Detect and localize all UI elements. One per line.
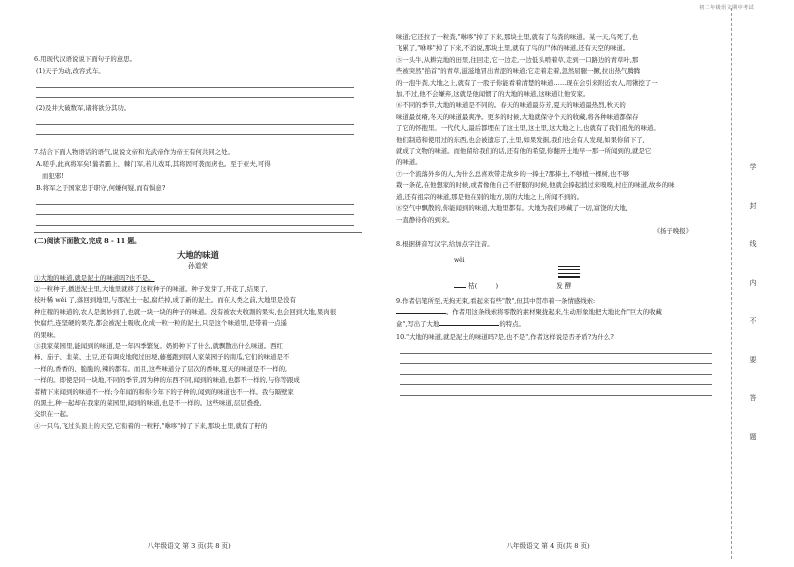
answer-blank[interactable] <box>439 325 499 326</box>
word-2-label: 发 酵 <box>556 282 572 291</box>
word-blank-box[interactable] <box>454 279 466 288</box>
paragraph-6-line: 他们制造和使用过的东西,也会被遗忘了,土里,如果发掘,我们也会有人发现,如果你留下了, <box>396 135 645 144</box>
question-9-cont: 。作者用这条线索将零散的素材聚拢起来,生动形象地把大地比作"巨大的收藏 <box>446 308 662 317</box>
word-1-close: ) <box>495 282 499 291</box>
question-6-1: (1)天子为动,改容式车。 <box>36 67 105 76</box>
seal-line <box>731 8 732 559</box>
paragraph-7-line: ⑦一个流落外乡的人,为什么总喜欢带走故乡的一捧土?那捧土,不够植一棵树,也不够 <box>396 169 630 178</box>
answer-line[interactable] <box>400 364 712 374</box>
paragraph-6-line: 味道最贫瘠,冬天的味道最爽净。更多的时候,大地就保守个天的收藏,将各种味道都保存 <box>396 112 639 121</box>
question-9: 9.作者信笔所至,无拘无束,看起来有些"散",但其中贯串着一条情感线索: <box>396 297 596 306</box>
answer-line[interactable] <box>36 88 354 98</box>
paragraph-3-line: 柿、茄子、韭菜、土豆,还有调皮地爬过田埂,藤蔓跑到别人家菜园子的南瓜,它们的味道是不 <box>34 353 290 362</box>
paragraph-1: ①大地的味道,就是泥土的味道吗?也不是。 <box>34 273 155 282</box>
question-9-end: 的特点。 <box>499 319 525 328</box>
paragraph-7-line: 道,还有祖宗的味道,那是他在别的地方,别的大地之上,所闻不到的。 <box>396 192 584 201</box>
paragraph-4-cont: 味道;它还拉了一粒粪,"咻哆"掉了下来,那块土里,就有了鸟粪的味道。某一天,鸟死了,也 <box>396 33 638 41</box>
paragraph-4-line: ④一只鸟,飞过头顶上的天空,它衔着的一粒籽,"咻哆"掉了下来,那块土里,就有了籽的 <box>34 421 268 430</box>
question-6-2: (2)及井大破数军,诸将欲分其功。 <box>36 104 131 113</box>
seal-char: 线 <box>749 240 757 248</box>
paragraph-5-line: 加,不过,他不会嫌弃,这就是他闻惯了的大地的味道,这味道让他安家。 <box>396 90 590 99</box>
paragraph-2-line: 快腐烂,连坚硬的果壳,都会被泥土吸收,化成一粒一粒的泥土,只是这个味道里,是带着一点遥 <box>34 319 287 328</box>
seal-char: 答 <box>749 394 757 402</box>
paragraph-8-line: 一直静待你的到来。 <box>396 215 454 224</box>
answer-line[interactable] <box>400 385 712 395</box>
question-7-b: B.将军之于国家忠于职守,何嫌何疑,而有惧意? <box>36 184 166 193</box>
answer-line[interactable] <box>36 77 354 87</box>
question-6: 6.用现代汉语说说下面句子的意思。 <box>34 55 136 63</box>
answer-line[interactable] <box>400 354 712 364</box>
paragraph-3-line: 者精下来闻到的味道不一样;今年闻的和你今年下的子种的,闻到的味道也不一样。我与隔壁家 <box>34 387 294 396</box>
answer-blank[interactable] <box>396 313 446 314</box>
paragraph-6-line: 了它的怀抱里。一代代人,最后都埋在了这土里,这土里,这大地之上,也就有了我们祖先的味道。 <box>396 124 660 133</box>
seal-char: 学 <box>749 163 757 171</box>
question-7-a: A.嗟乎,此真将军矣!曩者霸上、棘门军,若儿戏耳,其将固可袭而虏也。至于亚夫,可得 <box>36 160 271 169</box>
paragraph-2-line: 种庄稼的味道的,农人是奥妙到了,也就一块一块的种子的味道。没有被农夫收割的果实,也会回到大地,果肉很 <box>34 307 337 316</box>
answer-line[interactable] <box>36 194 354 204</box>
paragraph-6-line: ⑥不同的季节,大地的味道是不同的。春天的味道最芬芳,夏天的味道最热烈,秋天的 <box>396 101 626 110</box>
left-page <box>0 0 378 567</box>
page-footer: 八年级语文 第 4 页(共 8 页) <box>506 542 590 550</box>
binding-margin <box>718 0 794 567</box>
word-1-label: 枯( <box>468 282 478 291</box>
question-10: 10."大地的味道,就是泥土的味道吗?是,也不是",作者这样说是否矛盾?为什么? <box>396 333 614 342</box>
answer-line[interactable] <box>36 114 354 124</box>
pinyin-answer-lines[interactable] <box>558 266 580 280</box>
section-heading: (二)阅读下面散文,完成 8 - 11 题。 <box>34 232 362 247</box>
paragraph-5-line: 的一泡牛粪,大地之上,就有了一股子你能看着清楚的味道……现在会引来附近农人,用锹挖了一 <box>396 78 658 87</box>
question-9-cont: 盒",写出了大地 <box>396 319 440 328</box>
paragraph-3-line: 交织在一起。 <box>34 410 73 419</box>
answer-line[interactable] <box>36 205 354 215</box>
pinyin-label: wěi <box>454 256 465 264</box>
paragraph-8-line: ⑧空气中飘散的,你能闻到的味道,大地里都有。大地为我们珍藏了一切,富饶的大地, <box>396 204 628 213</box>
paragraph-2-line: ②一粒种子,播进泥土里,大地里就移了这粒种子的味道。种子发芽了,开花了,结果了, <box>34 284 268 293</box>
page-footer: 八年级语文 第 3 页(共 8 页) <box>147 542 231 550</box>
paragraph-2-line: 枝叶稀 wěi 了,落回到地里,与那泥土一起,腐烂掉,成了新的泥土。而在人类之前,大地里是没有 <box>34 296 296 305</box>
right-page <box>378 0 718 567</box>
paragraph-3-line: ③我家菜园里,能闻到的味道,是一年四季繁复。奶奶种下了什么,就飘散出什么味道。西红 <box>34 341 283 350</box>
paragraph-6-line: 就成了文物的味道。而他留给我们的话,还有他的希望,你翻开土地早一那一所闻到的,就是它 <box>396 147 652 156</box>
seal-char: 内 <box>749 278 757 287</box>
seal-char: 要 <box>749 355 757 364</box>
paragraph-2-line: 的果味。 <box>34 330 60 339</box>
seal-char: 不 <box>749 317 757 325</box>
paragraph-6-line: 的味道。 <box>396 158 422 167</box>
article-source: 《扬子晚报》 <box>653 226 692 235</box>
article-author: 孙道荣 <box>188 261 208 270</box>
paragraph-3-line: 一样的,香香的、脆脆的,辣的都有。而且,这些味道分了层次的香味,夏天的味道是不一样的, <box>34 364 287 373</box>
answer-line[interactable] <box>400 344 712 354</box>
article-title: 大地的味道 <box>177 249 219 260</box>
answer-line[interactable] <box>36 125 354 135</box>
question-7: 7.结合下面人物语话的语气,说说文帝和光武帝作为帝王有何共同之处。 <box>34 147 234 156</box>
answer-line[interactable] <box>400 375 712 385</box>
seal-char: 封 <box>749 201 757 210</box>
paragraph-3-line: 的黑土,种一起却在我家的菜园里,闻到的味道,也是不一样的。这些味道,层层叠叠, <box>34 399 262 408</box>
seal-char: 题 <box>749 432 757 441</box>
question-7-a-cont: 而犯邪! <box>42 172 64 181</box>
paragraph-4-cont: 飞累了,"咻哆"掉了下来,不消说,那块土里,就有了鸟的尸体的味道,还有天空的味道。 <box>396 44 630 53</box>
paragraph-3-line: 一样的。即使是同一块地,不同的季节,因为种的东西不同,闻到的味道,也都不一样的,与你等跟成 <box>34 376 300 385</box>
header-mark: 初二年级语文期中考试 <box>699 5 754 11</box>
paragraph-5-line: ⑤一头牛,从耕完地的田里,往回走,它一边走,一边低头啃着草,走到一口路边的青草叶,那 <box>396 55 639 64</box>
paragraph-5-line: 些被突然"掐首"的青草,滋滋地冒出青涩的味道;它走着走着,忽然屈腿一撅,拉出热气腾腾 <box>396 67 641 76</box>
seal-notice <box>748 148 758 456</box>
answer-line[interactable] <box>36 215 354 225</box>
paragraph-7-line: 栽一条花,在他想家的时候,或者像他自己不舒服的时候,他就会捧起捎过来嗅嗅,村庄的味道,故乡的味 <box>396 181 675 190</box>
question-8: 8.根据拼音写汉字,给加点字注音。 <box>396 240 494 249</box>
